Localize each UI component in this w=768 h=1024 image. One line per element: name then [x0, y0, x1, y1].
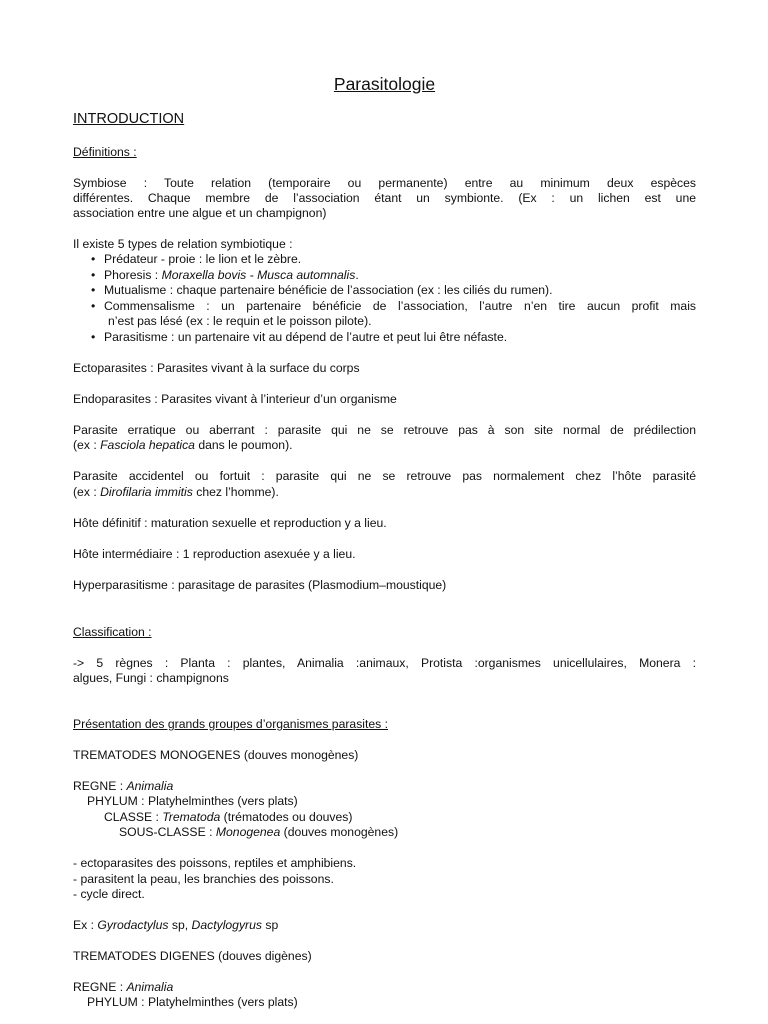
monogenes-heading: TREMATODES MONOGENES (douves monogènes)	[73, 748, 359, 762]
text: Ex :	[73, 918, 98, 932]
bullet: •	[91, 268, 96, 282]
label: SOUS-CLASSE :	[119, 825, 216, 839]
punctuation: .	[355, 268, 359, 282]
symbiose-line-1: Symbiose : Toute relation (temporaire ou permanente) entre au minimum deux espèces	[73, 176, 696, 190]
text: (ex :	[73, 438, 101, 452]
list-item-text: Mutualisme : chaque partenaire bénéficie de l’association (ex : les ciliés du rumen).	[104, 283, 553, 297]
hote-intermediaire-definition: Hôte intermédiaire : 1 reproduction asexuée y a lieu.	[73, 547, 356, 561]
species-name: Dirofilaria immitis	[100, 485, 193, 499]
digenes-phylum: PHYLUM : Platyhelminthes (vers plats)	[87, 995, 298, 1009]
species-name: Dactylogyrus	[191, 918, 262, 932]
bullet: •	[91, 330, 96, 344]
text: sp	[262, 918, 279, 932]
definitions-heading: Définitions :	[73, 145, 137, 159]
endoparasites-definition: Endoparasites : Parasites vivant à l’interieur d’un organisme	[73, 392, 397, 406]
bullet: •	[91, 252, 96, 266]
monogenes-phylum: PHYLUM : Platyhelminthes (vers plats)	[87, 794, 298, 808]
regnes-line-2: algues, Fungi : champignons	[73, 671, 229, 685]
ectoparasites-definition: Ectoparasites : Parasites vivant à la surface du corps	[73, 361, 360, 375]
bullet: •	[91, 299, 96, 313]
list-item-continuation: n’est pas lésé (ex : le requin et le poisson pilote).	[108, 314, 372, 328]
taxon-name: Animalia	[126, 779, 174, 793]
monogenes-feature-3: - cycle direct.	[73, 887, 145, 901]
monogenes-feature-2: - parasitent la peau, les branchies des poissons.	[73, 872, 334, 886]
text: (ex :	[73, 485, 101, 499]
list-item-text	[104, 268, 359, 283]
phoresis-label: Phoresis :	[104, 268, 162, 282]
symbiose-line-3: association entre une algue et un champignon)	[73, 206, 327, 220]
taxon-name: Trematoda	[162, 810, 221, 824]
text: chez l’homme).	[192, 485, 279, 499]
digenes-heading: TREMATODES DIGENES (douves digènes)	[73, 949, 312, 963]
regnes-line-1: -> 5 règnes : Planta : plantes, Animalia :animaux, Protista :organismes unicellulaires, Monera :	[73, 656, 696, 670]
species-name: Gyrodactylus	[97, 918, 169, 932]
digenes-regne	[73, 980, 173, 995]
monogenes-regne	[73, 779, 173, 794]
species-name: Fasciola hepatica	[100, 438, 195, 452]
monogenes-feature-1: - ectoparasites des poissons, reptiles et amphibiens.	[73, 856, 357, 870]
hote-definitif-definition: Hôte définitif : maturation sexuelle et reproduction y a lieu.	[73, 516, 387, 530]
text: (trématodes ou douves)	[220, 810, 353, 824]
monogenes-sous-classe	[119, 825, 398, 840]
text: sp,	[168, 918, 192, 932]
text: (douves monogènes)	[280, 825, 399, 839]
types-intro: Il existe 5 types de relation symbiotique :	[73, 237, 293, 251]
text: dans le poumon).	[194, 438, 293, 452]
species-name: Moraxella bovis - Musca automnalis	[161, 268, 356, 282]
page-title: Parasitologie	[333, 74, 436, 94]
list-item-text: Prédateur - proie : le lion et le zèbre.	[104, 252, 302, 266]
label: REGNE :	[73, 779, 127, 793]
accidentel-line-2	[73, 485, 279, 500]
monogenes-classe	[104, 810, 352, 825]
list-item-text: Parasitisme : un partenaire vit au dépend de l’autre et peut lui être néfaste.	[104, 330, 508, 344]
taxon-name: Monogenea	[215, 825, 281, 839]
monogenes-examples	[73, 918, 278, 933]
introduction-heading: INTRODUCTION	[73, 111, 185, 127]
erratique-line-1: Parasite erratique ou aberrant : parasite qui ne se retrouve pas à son site normal de prédilection	[73, 423, 696, 437]
list-item-text: Commensalisme : un partenaire bénéficie de l’association, l’autre n’en tire aucun profit mais	[104, 299, 696, 313]
presentation-heading: Présentation des grands groupes d’organismes parasites :	[73, 717, 389, 731]
symbiose-line-2: différentes. Chaque membre de l’association étant un symbionte. (Ex : un lichen est une	[73, 191, 696, 205]
label: CLASSE :	[104, 810, 163, 824]
hyperparasitisme-definition: Hyperparasitisme : parasitage de parasites (Plasmodium–moustique)	[73, 578, 447, 592]
taxon-name: Animalia	[126, 980, 174, 994]
erratique-line-2	[73, 438, 293, 453]
accidentel-line-1: Parasite accidentel ou fortuit : parasite qui ne se retrouve pas normalement chez l’hôte parasité	[73, 469, 696, 483]
classification-heading: Classification :	[73, 625, 152, 639]
label: REGNE :	[73, 980, 127, 994]
bullet: •	[91, 283, 96, 297]
